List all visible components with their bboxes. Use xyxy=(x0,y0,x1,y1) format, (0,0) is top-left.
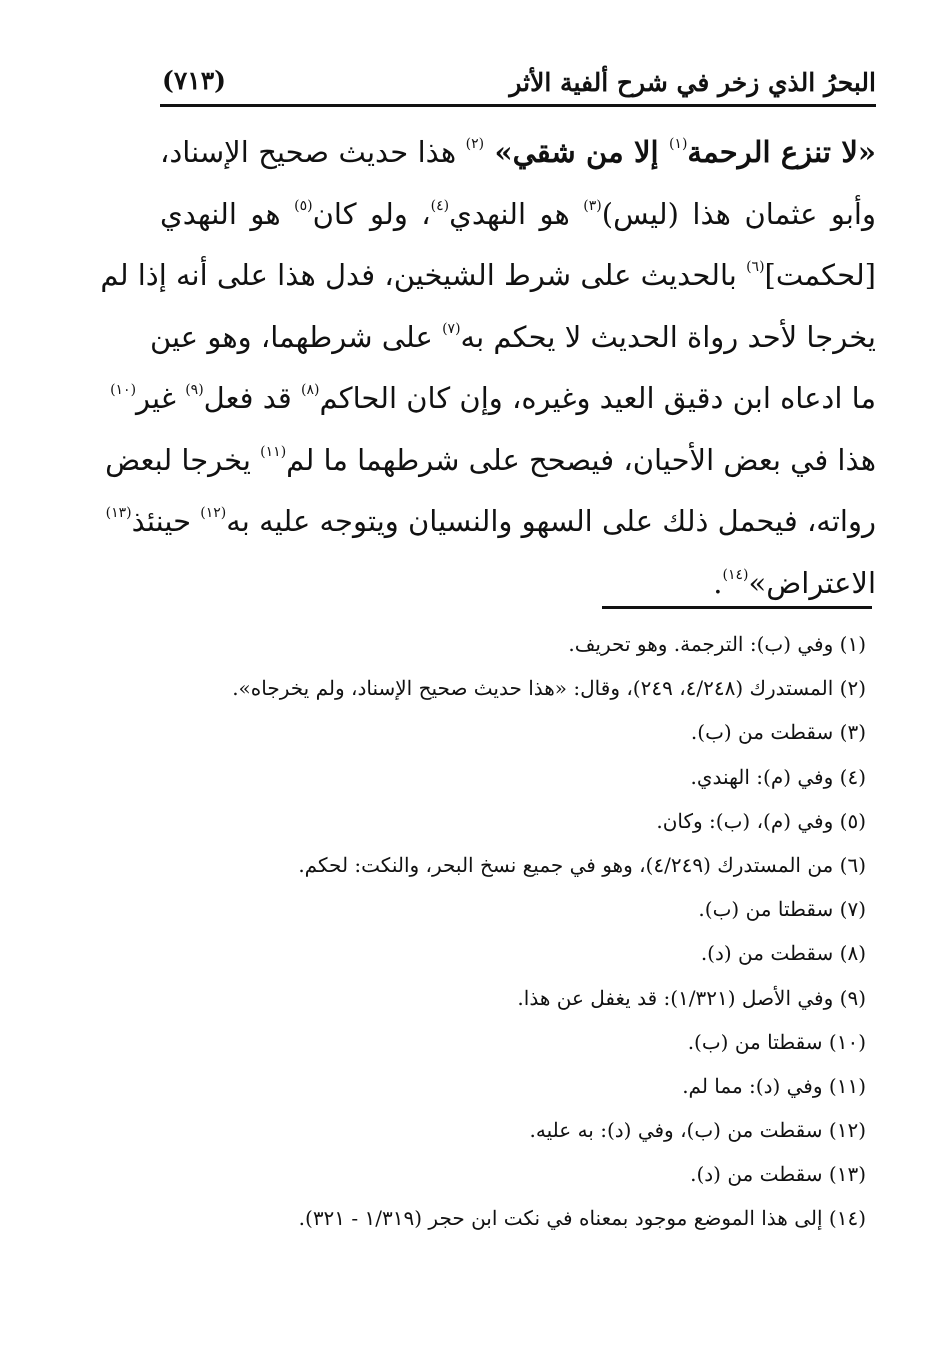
footnote-14: (١٤) إلى هذا الموضع موجود بمعناه في نكت ابن حجر (١/٣١٩ - ٣٢١). xyxy=(298,1206,866,1231)
footnote-ref-9[interactable]: (٩) xyxy=(185,382,204,398)
footnote-ref-11[interactable]: (١١) xyxy=(260,443,287,460)
footnote-ref-6[interactable]: (٦) xyxy=(746,259,765,275)
line-2-text-c: ، ولو كان xyxy=(312,196,431,231)
footnote-8: (٨) سقطت من (د). xyxy=(700,941,866,966)
footnote-1: (١) وفي (ب): الترجمة. وهو تحريف. xyxy=(568,632,866,656)
hadith-text-a: لا تنزع الرحمة xyxy=(687,135,858,169)
footnote-ref-4[interactable]: (٤) xyxy=(430,197,450,214)
hadith-quote-open: « xyxy=(857,135,876,169)
line-1-text-c: هذا حديث صحيح الإسناد، xyxy=(160,135,466,169)
footnote-rule xyxy=(602,606,872,609)
header-rule xyxy=(160,104,876,107)
footnote-ref-5[interactable]: (٥) xyxy=(294,197,313,214)
hadith-text-b: إلا من شقي» xyxy=(484,135,669,169)
line-8-text-b: . xyxy=(713,565,723,600)
main-text xyxy=(100,122,876,614)
text-line-7 xyxy=(105,491,876,553)
text-line-8 xyxy=(160,553,876,615)
footnote-ref-12[interactable]: (١٢) xyxy=(200,505,227,521)
line-5-text-b: قد فعل xyxy=(203,381,301,415)
footnote-ref-2[interactable]: (٢) xyxy=(465,136,485,152)
line-2-text-d: هو النهدي xyxy=(160,196,295,231)
line-5-text-c: غير xyxy=(136,381,186,415)
line-8-text-a: الاعتراض» xyxy=(748,565,876,600)
footnote-ref-14[interactable]: (١٤) xyxy=(722,566,749,583)
line-3-text-b: بالحديث على شرط الشيخين، فدل هذا على أنه إذا لم xyxy=(100,258,747,292)
footnotes xyxy=(160,622,866,1241)
line-4-text-a: يخرجا لأحد رواة الحديث لا يحكم به xyxy=(460,319,876,354)
page-number: (٧١٣) xyxy=(162,66,226,95)
footnote-11: (١١) وفي (د): مما لم. xyxy=(682,1073,866,1098)
footnote-12: (١٢) سقطت من (ب)، وفي (د): به عليه. xyxy=(529,1118,866,1143)
running-header xyxy=(160,62,876,104)
text-line-5 xyxy=(110,368,876,430)
text-line-2 xyxy=(160,184,876,246)
footnote-4: (٤) وفي (م): الهندي. xyxy=(690,764,866,789)
line-5-text-a: ما ادعاه ابن دقيق العيد وغيره، وإن كان الحاكم xyxy=(319,381,876,415)
book-title: البحرُ الذي زخر في شرح ألفية الأثر xyxy=(509,68,876,97)
line-6-text-b: يخرجا لبعض xyxy=(105,442,261,477)
text-line-6 xyxy=(105,430,876,492)
footnote-6: (٦) من المستدرك (٤/٢٤٩)، وهو في جميع نسخ البحر، والنكت: لحكم. xyxy=(298,852,866,877)
text-line-1 xyxy=(160,122,876,184)
footnote-ref-1[interactable]: (١) xyxy=(668,136,688,152)
footnote-ref-3[interactable]: (٣) xyxy=(583,197,602,214)
line-3-text-a: [لحكمت] xyxy=(764,258,876,292)
footnote-9: (٩) وفي الأصل (١/٣٢١): قد يغفل عن هذا. xyxy=(517,985,866,1010)
line-7-text-a: رواته، فيحمل ذلك على السهو والنسيان ويتوجه عليه به xyxy=(226,504,876,538)
footnote-ref-8[interactable]: (٨) xyxy=(301,382,320,398)
footnote-10: (١٠) سقطتا من (ب). xyxy=(687,1029,866,1054)
line-2-text-b: هو النهدي xyxy=(449,196,584,231)
line-2-text-a: وأبو عثمان هذا (ليس) xyxy=(601,196,876,231)
line-4-text-b: على شرطهما، وهو عين xyxy=(149,319,443,354)
line-6-text-a: هذا في بعض الأحيان، فيصحح على شرطهما ما لم xyxy=(286,442,876,477)
footnote-5: (٥) وفي (م)، (ب): وكان. xyxy=(656,808,866,833)
footnote-2: (٢) المستدرك (٤/٢٤٨، ٢٤٩)، وقال: «هذا حديث صحيح الإسناد، ولم يخرجاه». xyxy=(232,676,866,701)
footnote-ref-7[interactable]: (٧) xyxy=(442,320,461,337)
line-7-text-b: حينئذ xyxy=(131,504,201,538)
footnote-3: (٣) سقطت من (ب). xyxy=(690,720,866,745)
footnote-13: (١٣) سقطت من (د). xyxy=(690,1162,866,1187)
footnote-ref-10[interactable]: (١٠) xyxy=(110,382,137,398)
text-line-4 xyxy=(149,307,876,369)
footnote-ref-13[interactable]: (١٣) xyxy=(105,505,132,521)
footnote-7: (٧) سقطتا من (ب). xyxy=(698,897,866,922)
text-line-3 xyxy=(100,245,876,307)
